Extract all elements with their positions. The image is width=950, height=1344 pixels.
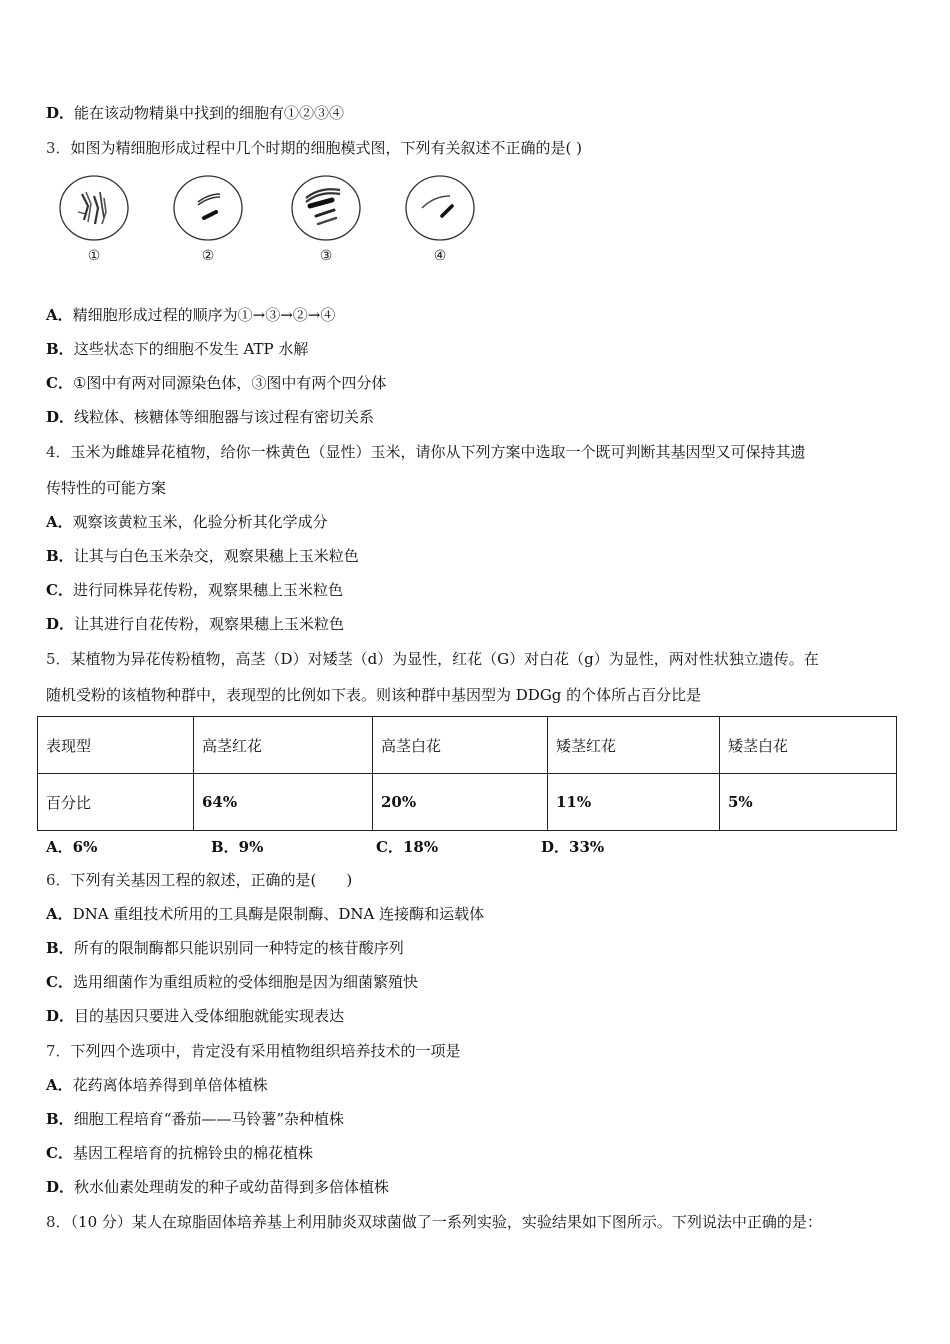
table-cell: 矮茎白花 [720, 717, 897, 774]
q6-option-d: D．目的基因只要进入受体细胞就能实现表达 [46, 1007, 345, 1025]
q3-stem: 3．如图为精细胞形成过程中几个时期的细胞模式图，下列有关叙述不正确的是( ) [46, 139, 583, 157]
q7-option-a: A．花药离体培养得到单倍体植株 [46, 1076, 268, 1094]
q4-stem-line1: 4．玉米为雌雄异花植物，给你一株黄色（显性）玉米，请你从下列方案中选取一个既可判断其基因型又可保持其遗 [46, 443, 806, 461]
q5-option-b: B．9% [211, 838, 264, 856]
q8-stem: 8．（10 分）某人在琼脂固体培养基上利用肺炎双球菌做了一系列实验，实验结果如下图所示。下列说法中正确的是： [46, 1213, 822, 1231]
q5-option-d: D．33% [541, 838, 605, 856]
table-row [38, 717, 897, 774]
q2-option-d: D．能在该动物精巢中找到的细胞有①②③④ [46, 104, 345, 122]
figure-label-1: ① [87, 248, 101, 264]
q6-option-a: A．DNA 重组技术所用的工具酶是限制酶、DNA 连接酶和运载体 [46, 905, 485, 923]
table-cell: 高茎红花 [194, 717, 373, 774]
q4-option-a: A．观察该黄粒玉米，化验分析其化学成分 [46, 513, 328, 531]
q5-options [46, 836, 746, 856]
table-cell: 5% [720, 774, 897, 831]
q3-option-b: B．这些状态下的细胞不发生 ATP 水解 [46, 340, 309, 358]
q3-option-a: A．精细胞形成过程的顺序为①→③→②→④ [46, 306, 336, 324]
figure-label-2: ② [201, 248, 215, 264]
table-cell: 11% [548, 774, 720, 831]
q3-option-d: D．线粒体、核糖体等细胞器与该过程有密切关系 [46, 408, 375, 426]
q6-stem: 6．下列有关基因工程的叙述，正确的是( ) [46, 871, 353, 889]
table-row [38, 774, 897, 831]
table-cell: 百分比 [38, 774, 194, 831]
q6-option-c: C．选用细菌作为重组质粒的受体细胞是因为细菌繁殖快 [46, 973, 418, 991]
phenotype-table [37, 716, 897, 831]
cell-figure-2 [170, 172, 250, 272]
q7-option-b: B．细胞工程培育“番茄——马铃薯”杂种植株 [46, 1110, 345, 1128]
table-cell: 20% [373, 774, 548, 831]
q5-option-c: C．18% [376, 838, 439, 856]
table-cell: 矮茎红花 [548, 717, 720, 774]
q7-option-d: D．秋水仙素处理萌发的种子或幼苗得到多倍体植株 [46, 1178, 390, 1196]
q4-stem-line2: 传特性的可能方案 [46, 479, 167, 497]
q5-stem-line2: 随机受粉的该植物种群中，表现型的比例如下表。则该种群中基因型为 DDGg 的个体所占百分比是 [46, 686, 702, 704]
cell-figure-4 [402, 172, 482, 272]
table-cell: 64% [194, 774, 373, 831]
figure-label-4: ④ [433, 248, 447, 264]
q5-stem-line1: 5．某植物为异花传粉植物，高茎（D）对矮茎（d）为显性，红花（G）对白花（g）为显性，两对性状独立遗传。在 [46, 650, 819, 668]
cell-figure-1 [56, 172, 136, 272]
q7-option-c: C．基因工程培育的抗棉铃虫的棉花植株 [46, 1144, 313, 1162]
figure-label-3: ③ [319, 248, 333, 264]
cell-diagram-figure [56, 172, 496, 272]
table-cell: 表现型 [38, 717, 194, 774]
cell-figure-3 [288, 172, 368, 272]
q7-stem: 7．下列四个选项中，肯定没有采用植物组织培养技术的一项是 [46, 1042, 461, 1060]
q6-option-b: B．所有的限制酶都只能识别同一种特定的核苷酸序列 [46, 939, 404, 957]
q3-option-c: C．①图中有两对同源染色体，③图中有两个四分体 [46, 374, 387, 392]
table-cell: 高茎白花 [373, 717, 548, 774]
q4-option-b: B．让其与白色玉米杂交，观察果穗上玉米粒色 [46, 547, 359, 565]
q4-option-d: D．让其进行自花传粉，观察果穗上玉米粒色 [46, 615, 345, 633]
q5-option-a: A．6% [46, 838, 98, 856]
q4-option-c: C．进行同株异花传粉，观察果穗上玉米粒色 [46, 581, 343, 599]
